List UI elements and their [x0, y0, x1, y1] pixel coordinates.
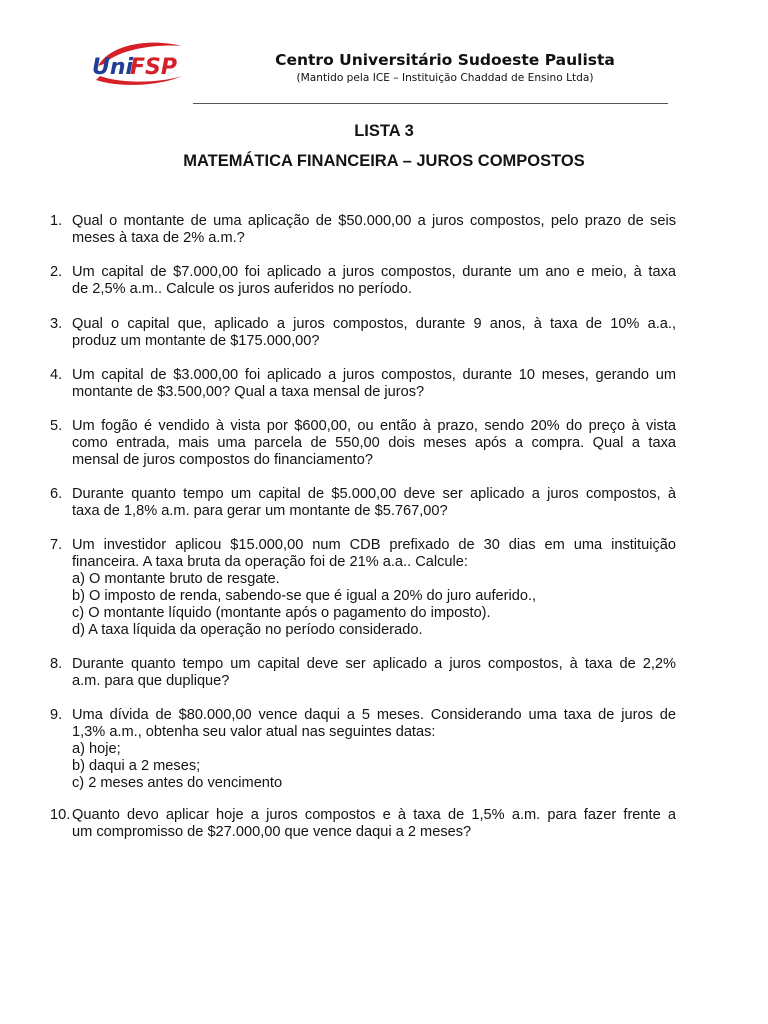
question-item: b) daqui a 2 meses; — [72, 758, 201, 774]
institution-name: Centro Universitário Sudoeste Paulista — [275, 51, 615, 69]
question-9 — [50, 707, 676, 792]
list-title: LISTA 3 — [354, 122, 414, 140]
question-4 — [50, 367, 676, 401]
question-7 — [50, 537, 676, 639]
question-item: a) O montante bruto de resgate. — [72, 571, 280, 587]
question-line: 1,3% a.m., obtenha seu valor atual nas seguintes datas: — [72, 724, 436, 740]
svg-text:FSP: FSP — [130, 55, 177, 80]
question-item: c) 2 meses antes do vencimento — [72, 775, 283, 791]
question-line: Um investidor aplicou $15.000,00 num CDB prefixado de 30 dias em uma instituição — [72, 537, 676, 553]
question-line: Um capital de $7.000,00 foi aplicado a juros compostos, durante um ano e meio, à taxa — [72, 264, 676, 280]
subject-title: MATEMÁTICA FINANCEIRA – JUROS COMPOSTOS — [183, 152, 585, 170]
question-line: de 2,5% a.m.. Calcule os juros auferidos no período. — [72, 281, 412, 297]
question-number: 1. — [50, 213, 63, 229]
question-line: Um fogão é vendido à vista por $600,00, ou então à prazo, sendo 20% do preço à vista — [72, 418, 676, 434]
question-line: Uma dívida de $80.000,00 vence daqui a 5 meses. Considerando uma taxa de juros de — [72, 707, 676, 723]
question-line: montante de $3.500,00? Qual a taxa mensal de juros? — [72, 384, 425, 400]
question-line: um compromisso de $27.000,00 que vence daqui a 2 meses? — [72, 824, 472, 840]
question-10 — [50, 807, 676, 841]
question-line: a.m. para que duplique? — [72, 673, 230, 689]
question-number: 7. — [50, 537, 63, 553]
question-line: como entrada, mais uma parcela de 550,00 dois meses após a compra. Qual a taxa — [72, 435, 676, 451]
question-line: produz um montante de $175.000,00? — [72, 333, 320, 349]
question-number: 5. — [50, 418, 63, 434]
question-line: Quanto devo aplicar hoje a juros compostos e à taxa de 1,5% a.m. para fazer frente a — [72, 807, 676, 823]
svg-text:Uni: Uni — [92, 55, 134, 80]
question-5 — [50, 418, 676, 469]
question-number: 10. — [50, 807, 71, 823]
question-number: 8. — [50, 656, 63, 672]
unifsp-logo — [90, 36, 186, 88]
header-divider — [193, 103, 668, 104]
question-item: d) A taxa líquida da operação no período considerado. — [72, 622, 423, 638]
question-number: 6. — [50, 486, 63, 502]
question-6 — [50, 486, 676, 520]
question-line: Um capital de $3.000,00 foi aplicado a juros compostos, durante 10 meses, gerando um — [72, 367, 676, 383]
question-line: Durante quanto tempo um capital de $5.000,00 deve ser aplicado a juros compostos, à — [72, 486, 676, 502]
question-item: c) O montante líquido (montante após o pagamento do imposto). — [72, 605, 491, 621]
question-2 — [50, 264, 676, 298]
question-line: financeira. A taxa bruta da operação foi de 21% a.a.. Calcule: — [72, 554, 468, 570]
question-line: Qual o montante de uma aplicação de $50.000,00 a juros compostos, pelo prazo de seis — [72, 213, 676, 229]
question-item: a) hoje; — [72, 741, 121, 757]
question-number: 3. — [50, 316, 63, 332]
question-line: taxa de 1,8% a.m. para gerar um montante de $5.767,00? — [72, 503, 448, 519]
question-item: b) O imposto de renda, sabendo-se que é igual a 20% do juro auferido., — [72, 588, 537, 604]
question-8 — [50, 656, 676, 690]
question-1 — [50, 213, 676, 247]
question-number: 4. — [50, 367, 63, 383]
question-number: 9. — [50, 707, 63, 723]
institution-subtitle: (Mantido pela ICE – Instituição Chaddad de Ensino Ltda) — [296, 72, 594, 84]
question-line: Qual o capital que, aplicado a juros compostos, durante 9 anos, à taxa de 10% a.a., — [72, 316, 676, 332]
question-number: 2. — [50, 264, 63, 280]
question-line: mensal de juros compostos do financiamento? — [72, 452, 373, 468]
question-line: meses à taxa de 2% a.m.? — [72, 230, 245, 246]
question-line: Durante quanto tempo um capital deve ser aplicado a juros compostos, à taxa de 2,2% — [72, 656, 676, 672]
question-3 — [50, 316, 676, 350]
